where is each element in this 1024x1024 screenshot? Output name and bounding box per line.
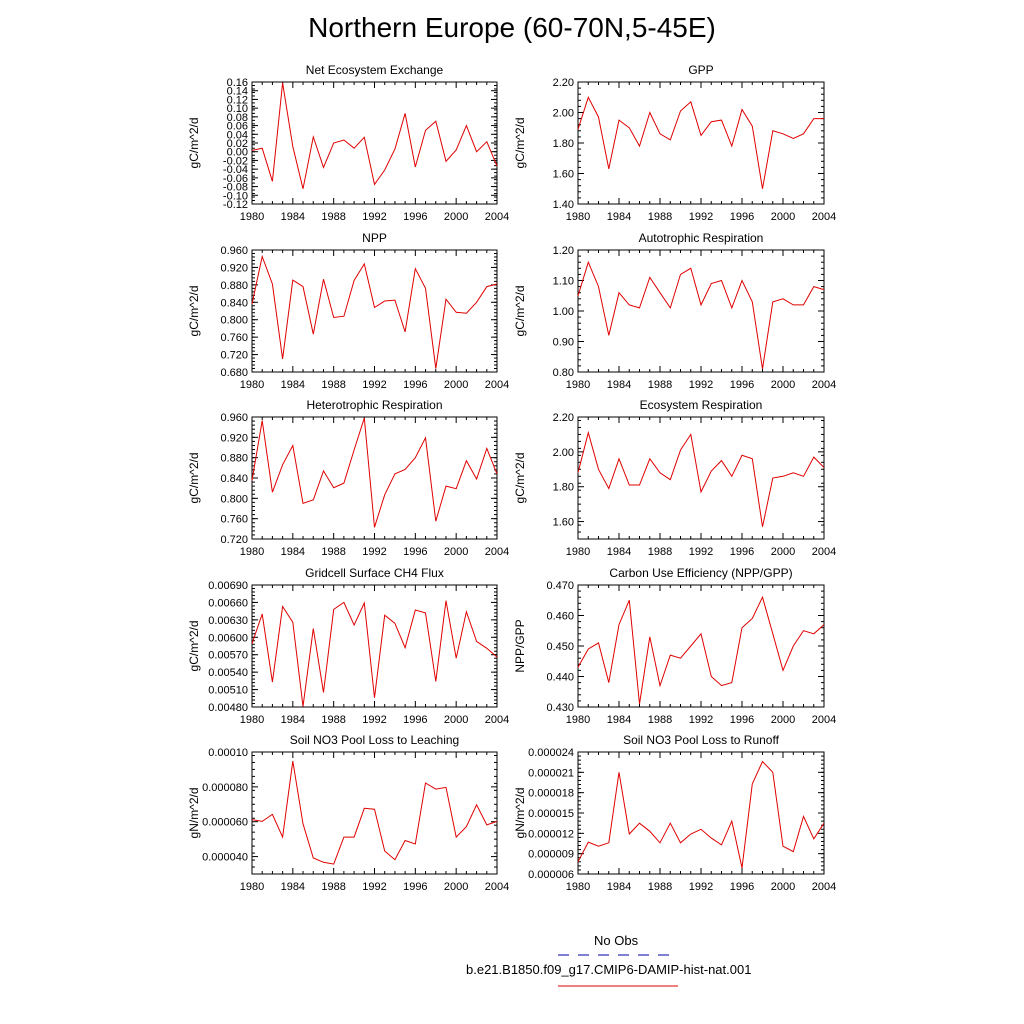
x-tick-label: 1988 bbox=[321, 379, 346, 391]
x-tick-label: 1984 bbox=[606, 379, 632, 391]
y-tick-label: 0.000021 bbox=[528, 767, 574, 780]
y-tick-label: 0.880 bbox=[220, 279, 248, 292]
chart-gridcell-surface-ch4-flux bbox=[187, 566, 509, 726]
y-tick-label: 2.20 bbox=[552, 77, 574, 89]
y-tick-label: 1.10 bbox=[552, 275, 574, 288]
y-tick-label: 0.800 bbox=[220, 493, 248, 506]
y-tick-label: 0.10 bbox=[226, 103, 248, 116]
y-tick-label: 0.00630 bbox=[208, 614, 248, 627]
chart-title: Net Ecosystem Exchange bbox=[305, 63, 444, 77]
chart-heterotrophic-respiration bbox=[187, 398, 509, 558]
y-tick-label: 0.840 bbox=[220, 473, 248, 485]
y-tick-label: 0.920 bbox=[220, 432, 248, 445]
x-tick-label: 1992 bbox=[688, 714, 714, 726]
x-tick-label: 2000 bbox=[443, 881, 469, 893]
x-tick-label: 1996 bbox=[729, 546, 755, 558]
x-tick-label: 1984 bbox=[606, 546, 632, 558]
x-tick-label: 1984 bbox=[606, 211, 632, 223]
y-tick-label: 0.04 bbox=[226, 129, 248, 142]
y-tick-label: 0.960 bbox=[220, 412, 248, 424]
chart-title: Carbon Use Efficiency (NPP/GPP) bbox=[609, 566, 793, 580]
x-tick-label: 2004 bbox=[484, 379, 510, 391]
plot-frame bbox=[578, 82, 824, 204]
chart-title: GPP bbox=[688, 63, 714, 77]
y-tick-label: 0.00690 bbox=[208, 580, 248, 592]
x-tick-label: 2004 bbox=[811, 211, 837, 223]
chart-net-ecosystem-exchange bbox=[187, 63, 509, 223]
x-tick-label: 1980 bbox=[565, 714, 591, 726]
y-tick-label: 0.12 bbox=[226, 94, 248, 107]
y-tick-label: 0.470 bbox=[546, 580, 574, 592]
y-tick-label: 0.000009 bbox=[528, 848, 574, 861]
y-tick-label: 0.460 bbox=[546, 610, 574, 623]
y-tick-label: 0.720 bbox=[220, 349, 248, 362]
y-tick-label: 0.00660 bbox=[208, 597, 248, 610]
x-tick-label: 1980 bbox=[239, 546, 265, 558]
chart-carbon-use-efficiency-npp-gpp bbox=[513, 566, 836, 726]
chart-title: Soil NO3 Pool Loss to Runoff bbox=[623, 733, 779, 747]
chart-title: NPP bbox=[362, 231, 387, 245]
y-tick-label: -0.08 bbox=[222, 181, 248, 194]
y-axis-label: gC/m^2/d bbox=[187, 285, 201, 337]
y-axis-label: gN/m^2/d bbox=[187, 787, 201, 839]
y-tick-label: -0.12 bbox=[222, 199, 248, 211]
x-tick-label: 2004 bbox=[811, 881, 837, 893]
x-tick-label: 1988 bbox=[321, 546, 346, 558]
y-tick-label: 1.80 bbox=[552, 481, 574, 494]
y-axis-label: gC/m^2/d bbox=[187, 452, 201, 504]
y-tick-label: 0.000012 bbox=[528, 828, 574, 841]
x-tick-label: 1988 bbox=[647, 379, 673, 391]
x-tick-label: 1988 bbox=[647, 881, 673, 893]
y-tick-label: 2.00 bbox=[552, 107, 574, 120]
y-tick-label: 2.00 bbox=[552, 446, 574, 459]
x-tick-label: 1996 bbox=[403, 881, 428, 893]
x-tick-label: 1996 bbox=[403, 714, 428, 726]
y-tick-label: 0.02 bbox=[226, 138, 248, 150]
y-tick-label: 0.920 bbox=[220, 262, 248, 275]
x-tick-label: 1988 bbox=[647, 714, 673, 726]
x-tick-label: 1996 bbox=[729, 714, 755, 726]
series-line bbox=[252, 257, 497, 369]
y-tick-label: 0.760 bbox=[220, 332, 248, 345]
series-line bbox=[578, 262, 824, 369]
y-tick-label: 0.00570 bbox=[208, 649, 248, 662]
x-tick-label: 1988 bbox=[647, 546, 673, 558]
x-tick-label: 2004 bbox=[484, 714, 510, 726]
legend-label-no-obs: No Obs bbox=[594, 933, 639, 948]
x-tick-label: 1992 bbox=[688, 379, 714, 391]
x-tick-label: 1996 bbox=[729, 211, 755, 223]
x-tick-label: 1984 bbox=[280, 211, 306, 223]
y-tick-label: 0.000024 bbox=[528, 747, 574, 759]
series-line bbox=[252, 418, 497, 527]
x-tick-label: 2004 bbox=[484, 546, 510, 558]
series-line bbox=[252, 601, 497, 707]
y-tick-label: 0.00480 bbox=[208, 702, 248, 714]
x-tick-label: 1988 bbox=[321, 714, 346, 726]
series-line bbox=[252, 761, 497, 864]
y-tick-label: 0.00 bbox=[226, 146, 248, 159]
x-tick-label: 2000 bbox=[443, 714, 469, 726]
plot-frame bbox=[578, 417, 824, 539]
y-tick-label: 1.80 bbox=[552, 138, 574, 150]
x-tick-label: 2000 bbox=[770, 714, 796, 726]
x-tick-label: 1996 bbox=[403, 379, 428, 391]
chart-npp bbox=[187, 231, 509, 391]
x-tick-label: 2000 bbox=[770, 881, 796, 893]
y-tick-label: 0.06 bbox=[226, 120, 248, 133]
y-tick-label: 0.430 bbox=[546, 702, 574, 714]
page-title: Northern Europe (60-70N,5-45E) bbox=[308, 12, 716, 43]
y-tick-label: 0.880 bbox=[220, 452, 248, 465]
y-tick-label: -0.02 bbox=[222, 155, 248, 168]
chart-title: Gridcell Surface CH4 Flux bbox=[305, 566, 444, 580]
x-tick-label: 1980 bbox=[565, 379, 591, 391]
y-tick-label: 1.00 bbox=[552, 306, 574, 318]
x-tick-label: 1984 bbox=[606, 881, 632, 893]
y-axis-label: gC/m^2/d bbox=[513, 117, 527, 169]
y-tick-label: 0.800 bbox=[220, 314, 248, 327]
x-tick-label: 2000 bbox=[770, 211, 796, 223]
y-tick-label: 1.40 bbox=[552, 199, 574, 211]
x-tick-label: 1992 bbox=[362, 881, 387, 893]
x-tick-label: 2004 bbox=[811, 546, 837, 558]
x-tick-label: 1992 bbox=[362, 211, 387, 223]
x-tick-label: 1988 bbox=[321, 881, 346, 893]
x-tick-label: 1992 bbox=[362, 379, 387, 391]
plot-frame bbox=[252, 82, 497, 204]
x-tick-label: 1984 bbox=[280, 881, 306, 893]
y-axis-label: gC/m^2/d bbox=[187, 117, 201, 169]
chart-title: Soil NO3 Pool Loss to Leaching bbox=[289, 733, 460, 747]
chart-title: Ecosystem Respiration bbox=[639, 398, 763, 412]
x-tick-label: 1980 bbox=[239, 379, 265, 391]
x-tick-label: 1992 bbox=[362, 546, 387, 558]
series-line bbox=[578, 762, 824, 868]
x-tick-label: 1996 bbox=[729, 379, 755, 391]
series-line bbox=[252, 83, 497, 189]
x-tick-label: 1992 bbox=[362, 714, 387, 726]
y-tick-label: 0.00010 bbox=[208, 747, 248, 759]
plot-frame bbox=[252, 752, 497, 874]
x-tick-label: 2000 bbox=[443, 379, 469, 391]
y-tick-label: 2.20 bbox=[552, 412, 574, 424]
y-tick-label: 0.000015 bbox=[528, 808, 574, 820]
y-tick-label: 1.20 bbox=[552, 245, 574, 257]
chart-ecosystem-respiration bbox=[513, 398, 836, 558]
x-tick-label: 1980 bbox=[239, 211, 265, 223]
x-tick-label: 2000 bbox=[770, 546, 796, 558]
x-tick-label: 1992 bbox=[688, 881, 714, 893]
y-tick-label: 0.760 bbox=[220, 513, 248, 526]
x-tick-label: 2004 bbox=[484, 881, 510, 893]
series-line bbox=[578, 97, 824, 189]
y-tick-label: 0.00600 bbox=[208, 632, 248, 645]
chart-title: Heterotrophic Respiration bbox=[306, 398, 443, 412]
y-tick-label: 0.440 bbox=[546, 671, 574, 684]
y-tick-label: 0.450 bbox=[546, 641, 574, 653]
x-tick-label: 2004 bbox=[811, 379, 837, 391]
series-line bbox=[578, 433, 824, 527]
y-tick-label: 0.00510 bbox=[208, 684, 248, 697]
chart-soil-no3-pool-loss-to-runoff bbox=[513, 733, 836, 893]
x-tick-label: 1980 bbox=[565, 211, 591, 223]
plot-frame bbox=[252, 585, 497, 707]
x-tick-label: 1988 bbox=[321, 211, 346, 223]
x-tick-label: 2004 bbox=[484, 211, 510, 223]
y-axis-label: gC/m^2/d bbox=[513, 452, 527, 504]
y-tick-label: 0.000006 bbox=[528, 869, 574, 881]
x-tick-label: 1988 bbox=[647, 211, 673, 223]
y-axis-label: gN/m^2/d bbox=[513, 787, 527, 839]
y-tick-label: 0.840 bbox=[220, 297, 248, 310]
x-tick-label: 1980 bbox=[239, 714, 265, 726]
y-axis-label: NPP/GPP bbox=[513, 619, 527, 673]
y-tick-label: -0.10 bbox=[222, 190, 248, 203]
y-tick-label: 0.960 bbox=[220, 245, 248, 257]
y-tick-label: 0.000060 bbox=[202, 816, 248, 829]
x-tick-label: 2000 bbox=[770, 379, 796, 391]
y-tick-label: 0.00540 bbox=[208, 667, 248, 680]
y-tick-label: 0.80 bbox=[552, 367, 574, 379]
x-tick-label: 1984 bbox=[606, 714, 632, 726]
x-tick-label: 1980 bbox=[565, 546, 591, 558]
x-tick-label: 1984 bbox=[280, 379, 306, 391]
chart-title: Autotrophic Respiration bbox=[638, 231, 764, 245]
y-tick-label: 1.60 bbox=[552, 516, 574, 529]
y-axis-label: gC/m^2/d bbox=[187, 620, 201, 672]
x-tick-label: 2000 bbox=[443, 546, 469, 558]
y-tick-label: 0.000018 bbox=[528, 787, 574, 800]
x-tick-label: 2004 bbox=[811, 714, 837, 726]
y-tick-label: 0.000040 bbox=[202, 851, 248, 864]
y-tick-label: 0.680 bbox=[220, 367, 248, 379]
x-tick-label: 1984 bbox=[280, 714, 306, 726]
y-tick-label: 0.14 bbox=[226, 85, 248, 98]
y-tick-label: 0.16 bbox=[226, 77, 248, 89]
legend-label-model: b.e21.B1850.f09_g17.CMIP6-DAMIP-hist-nat.001 bbox=[466, 962, 752, 977]
y-tick-label: 0.720 bbox=[220, 534, 248, 546]
y-tick-label: 1.60 bbox=[552, 168, 574, 181]
chart-gpp bbox=[513, 63, 836, 223]
y-tick-label: -0.04 bbox=[222, 164, 248, 177]
x-tick-label: 1992 bbox=[688, 211, 714, 223]
y-axis-label: gC/m^2/d bbox=[513, 285, 527, 337]
x-tick-label: 2000 bbox=[443, 211, 469, 223]
x-tick-label: 1996 bbox=[403, 546, 428, 558]
x-tick-label: 1980 bbox=[565, 881, 591, 893]
x-tick-label: 1996 bbox=[403, 211, 428, 223]
y-tick-label: 0.90 bbox=[552, 336, 574, 349]
plot-frame bbox=[578, 752, 824, 874]
y-tick-label: -0.06 bbox=[222, 172, 248, 185]
chart-soil-no3-pool-loss-to-leaching bbox=[187, 733, 509, 893]
x-tick-label: 1996 bbox=[729, 881, 755, 893]
x-tick-label: 1980 bbox=[239, 881, 265, 893]
y-tick-label: 0.08 bbox=[226, 111, 248, 124]
x-tick-label: 1984 bbox=[280, 546, 306, 558]
series-line bbox=[578, 597, 824, 704]
x-tick-label: 1992 bbox=[688, 546, 714, 558]
chart-autotrophic-respiration bbox=[513, 231, 836, 391]
y-tick-label: 0.000080 bbox=[202, 781, 248, 794]
